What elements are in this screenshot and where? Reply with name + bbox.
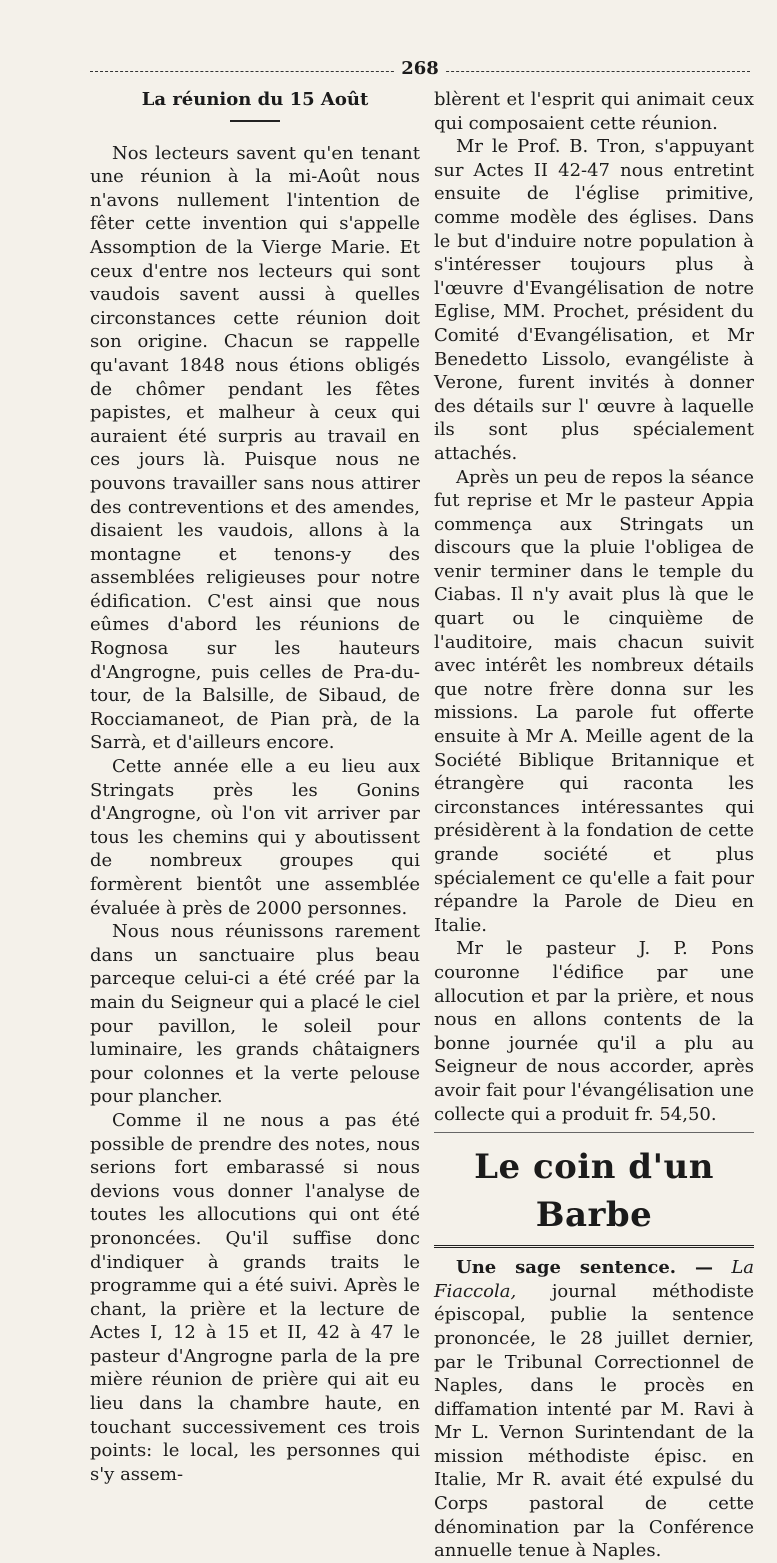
section-separator (434, 1132, 754, 1133)
page-header (90, 58, 750, 84)
section-rule (434, 1245, 754, 1248)
paragraph-lead: Une sage sentence. — (456, 1257, 713, 1279)
left-column (90, 88, 420, 1486)
paragraph-body: journal méthodiste épiscopal, publie la sentence prononcée, le 28 juillet dernier, par le Tribunal Correctionnel de Naples, dans le procès en diffamation intenté par M. Ravi à Mr L. Vernon Surintendant de la mission méthodiste épisc. en Italie, Mr R. avait été expulsé du Corps pastoral de cette dénomination par la Conférence annuelle tenue à Naples. (434, 1280, 754, 1562)
page-number: 268 (395, 58, 445, 79)
paragraph: Nous nous réunissons rarement dans un sanctuaire plus beau parceque celui-ci a été créé par la main du Seigneur qui a placé le ciel pour pavillon, le soleil pour luminaire, les grands châtaigners pour colonnes et la verte pelouse pour plancher. (90, 921, 420, 1108)
article-title: La réunion du 15 Août (141, 89, 369, 110)
section-title: Le coin d'un Barbe (474, 1147, 714, 1236)
title-dash (230, 120, 280, 122)
newspaper-name: La Fiaccola, (434, 1257, 754, 1302)
paragraph (434, 1256, 754, 1563)
paragraph: Après un peu de repos la séance fut reprise et Mr le pasteur Appia commença aux Stringats un discours que la pluie l'obligea de venir terminer dans le temple du Ciabas. Il n'y avait plus là que le quart ou le cinquième de l'auditoire, mais chacun suivit avec intérêt les nombreux détails que notre frère donna sur les missions. La parole fut offerte ensuite à Mr A. Meille agent de la Société Biblique Britannique et étrangère qui raconta les circonstances intéressantes qui présidèrent à la fondation de cette grande société et plus spécialement ce qu'elle a fait pour répandre la Parole de Dieu en Italie. (434, 466, 754, 936)
paragraph: Mr le pasteur J. P. Pons couronne l'édifice par une allocution et par la prière, et nous nous en allons contents de la bonne journée qu'il a plu au Seigneur de nous accorder, après avoir fait pour l'évangélisation une collecte qui a produit fr. 54,50. (434, 938, 754, 1125)
right-column (434, 88, 754, 1563)
paragraph: Mr le Prof. B. Tron, s'appuyant sur Actes II 42-47 nous entretint ensuite de l'église primitive, comme modèle des églises. Dans le but d'induire notre population à s'intéresser toujours plus à l'œuvre d'Evangélisation de notre Eglise, MM. Prochet, président du Comité d'Evangélisation, et Mr Benedetto Lissolo, evangéliste à Verone, furent invités à donner des détails sur l' œuvre à laquelle ils sont plus spécialement attachés. (434, 136, 754, 464)
paragraph: Nos lecteurs savent qu'en tenant une réunion à la mi-Août nous n'avons nullement l'intention de fêter cette invention qui s'appelle Assomption de la Vierge Marie. Et ceux d'entre nos lecteurs qui sont vaudois savent aussi à quelles circonstances cette réunion doit son origine. Chacun se rappelle qu'avant 1848 nous étions obligés de chômer pendant les fêtes papistes, et malheur à ceux qui auraient été surpris au travail en ces jours là. Puisque nous ne pouvons travailler sans nous attirer des contreventions et des amendes, disaient les vaudois, allons à la montagne et tenons-y des assemblées religieuses pour notre édification. C'est ainsi que nous eûmes d'abord les réunions de Rognosa sur les hauteurs d'Angrogne, puis celles de Pra-du-tour, de la Balsille, de Sibaud, de Rocciamaneot, de Pian prà, de la Sarrà, et d'ailleurs encore. (90, 142, 420, 754)
paragraph: Cette année elle a eu lieu aux Stringats près les Gonins d'Angrogne, où l'on vit arriver par tous les chemins qui y aboutissent de nombreux groupes qui formèrent bientôt une assemblée évaluée à près de 2000 personnes. (90, 756, 420, 919)
paragraph: blèrent et l'esprit qui animait ceux qui composaient cette réunion. (434, 89, 754, 134)
paragraph: Comme il ne nous a pas été possible de prendre des notes, nous serions fort embarassé si nous devions vous donner l'analyse de toutes les allocutions qui ont été prononcées. Qu'il suffise donc d'indiquer à grands traits le programme qui a été suivi. Après le chant, la prière et la lecture de Actes I, 12 à 15 et II, 42 à 47 le pasteur d'Angrogne parla de la pre mière réunion de prière qui ait eu lieu dans la chambre haute, en touchant successivement ces trois points: le local, les personnes qui s'y assem- (90, 1109, 420, 1485)
